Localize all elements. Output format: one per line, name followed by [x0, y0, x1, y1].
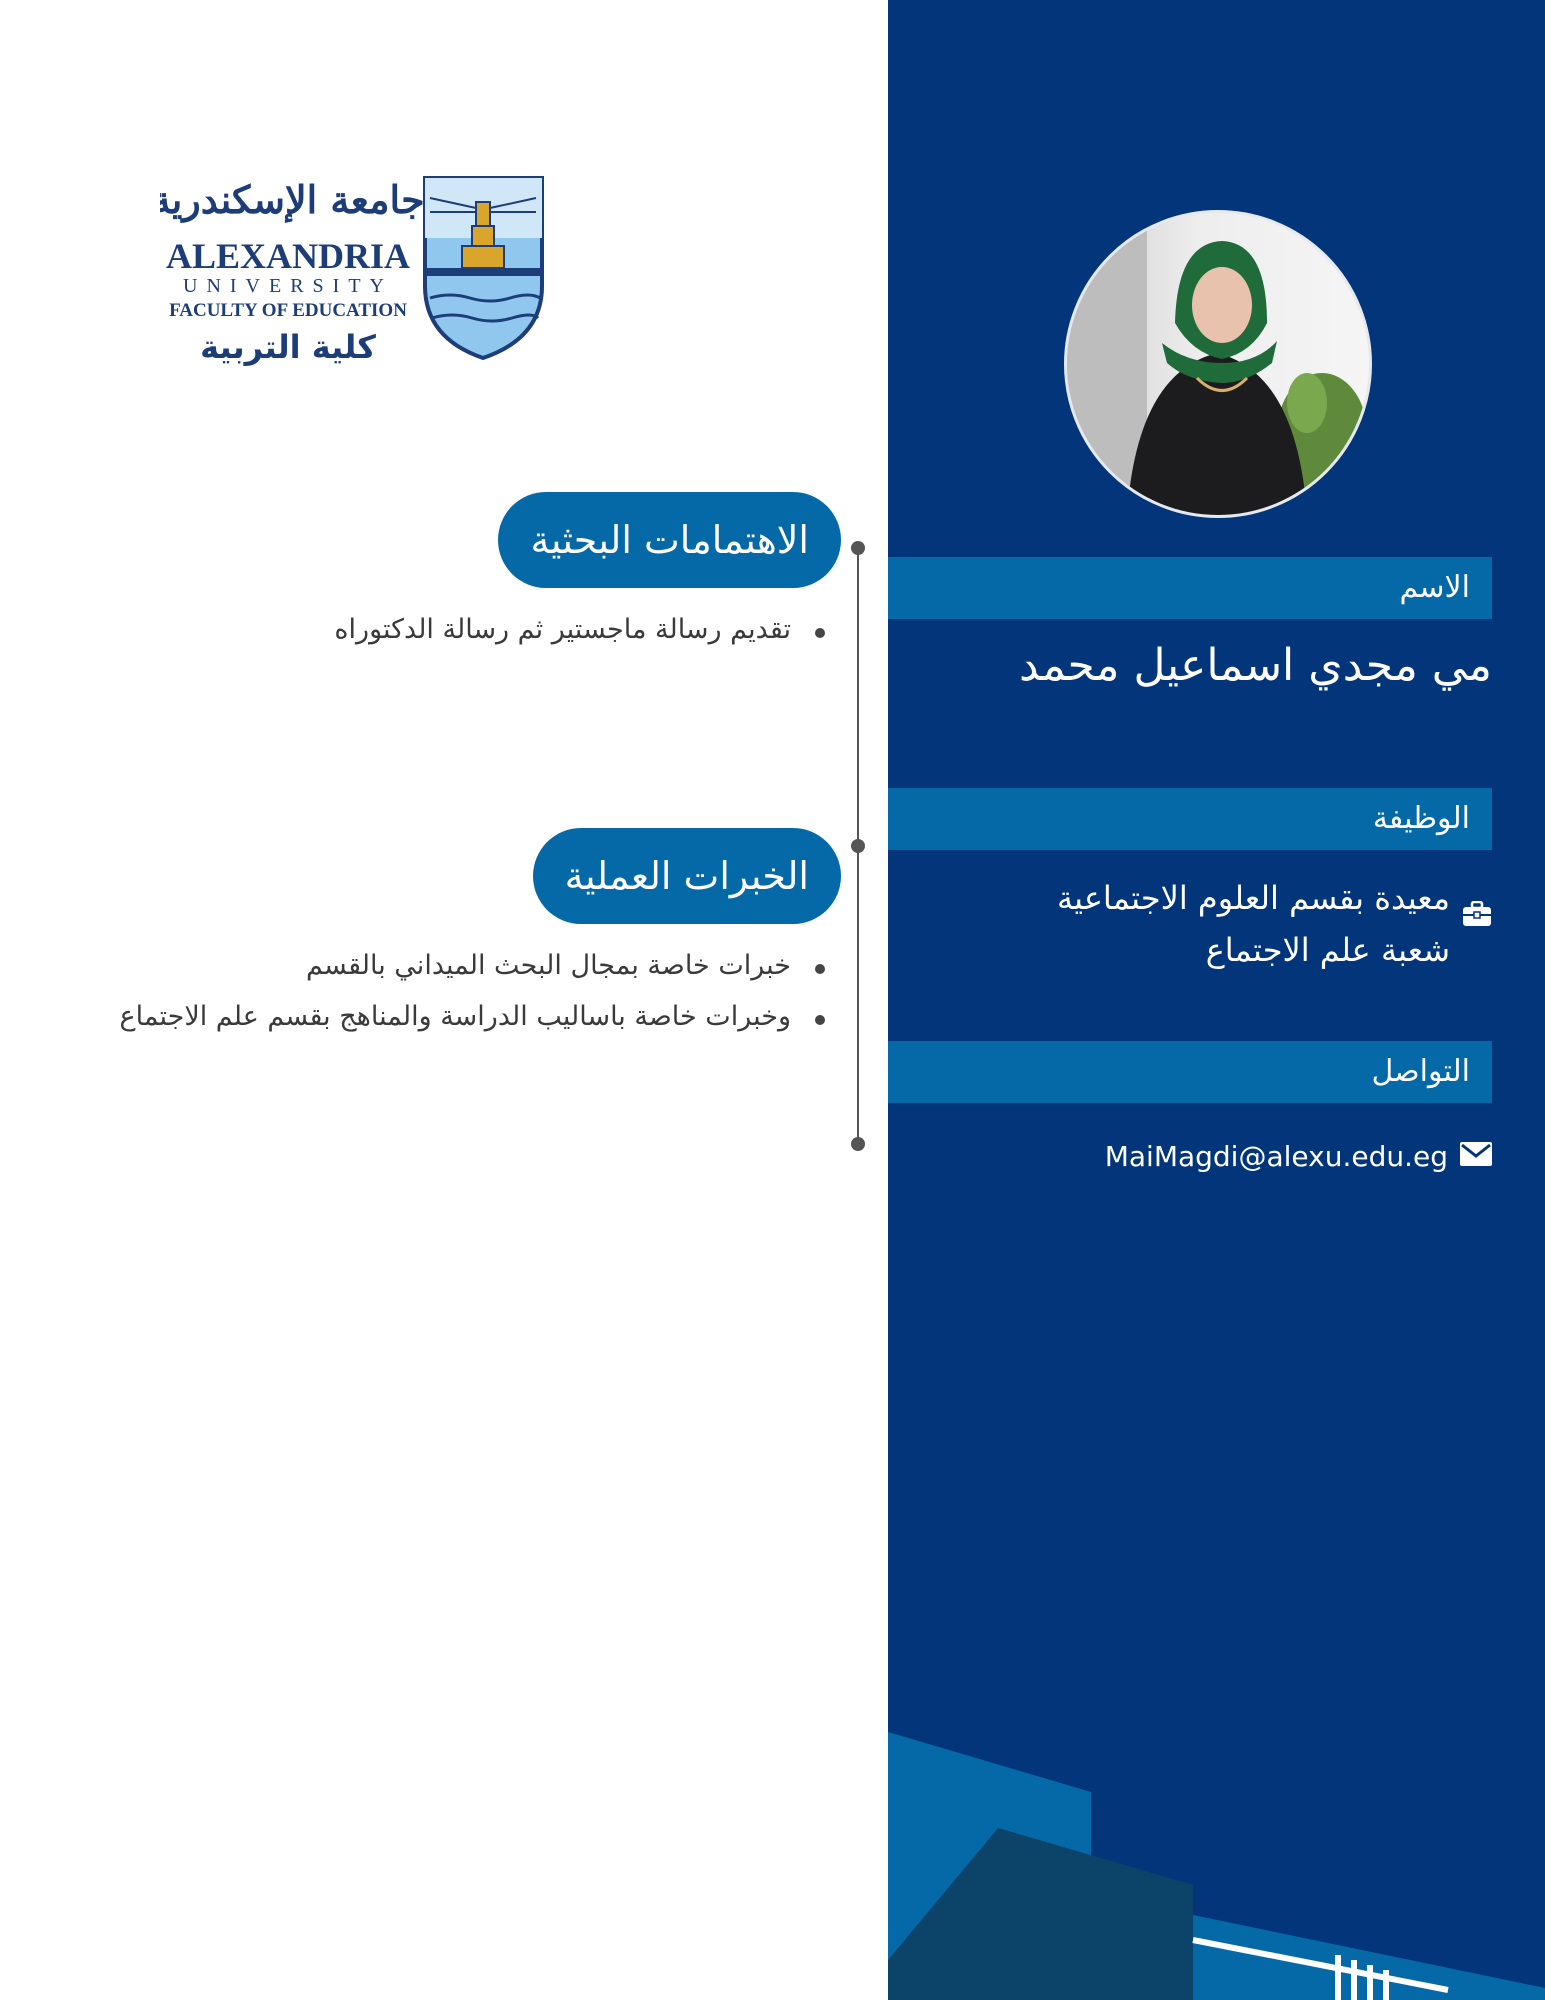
experience-section-title: الخبرات العملية	[533, 828, 841, 924]
list-item: تقديم رسالة ماجستير ثم رسالة الدكتوراه	[334, 614, 825, 645]
logo-english-university: ALEXANDRIA	[165, 236, 411, 276]
timeline-dot	[851, 1137, 865, 1151]
job-division-line: شعبة علم الاجتماع	[1205, 931, 1450, 969]
logo-arabic-university: جامعة الإسكندرية	[160, 177, 425, 222]
contact-label-bar: التواصل	[888, 1041, 1492, 1103]
research-section-title: الاهتمامات البحثية	[498, 492, 841, 588]
logo-faculty-en: FACULTY OF EDUCATION	[169, 300, 407, 321]
email-link[interactable]: MaiMagdi@alexu.edu.eg	[1104, 1140, 1448, 1173]
decorative-shapes	[888, 0, 1545, 2000]
list-item: خبرات خاصة بمجال البحث الميداني بالقسم	[120, 950, 825, 981]
timeline-dot	[851, 541, 865, 555]
research-list	[334, 614, 825, 665]
name-label-bar: الاسم	[888, 557, 1492, 619]
logo-faculty-ar: كلية التربية	[200, 328, 376, 366]
university-logo	[160, 168, 545, 378]
person-name: مي مجدي اسماعيل محمد	[1019, 640, 1492, 691]
experience-list	[120, 950, 825, 1052]
logo-english-sub: UNIVERSITY	[183, 275, 393, 297]
job-title-line: معيدة بقسم العلوم الاجتماعية	[1057, 879, 1450, 917]
timeline-dot	[851, 839, 865, 853]
list-item: وخبرات خاصة باساليب الدراسة والمناهج بقسم علم الاجتماع	[120, 1001, 825, 1032]
profile-sidebar	[888, 0, 1545, 2000]
job-label-bar: الوظيفة	[888, 788, 1492, 850]
